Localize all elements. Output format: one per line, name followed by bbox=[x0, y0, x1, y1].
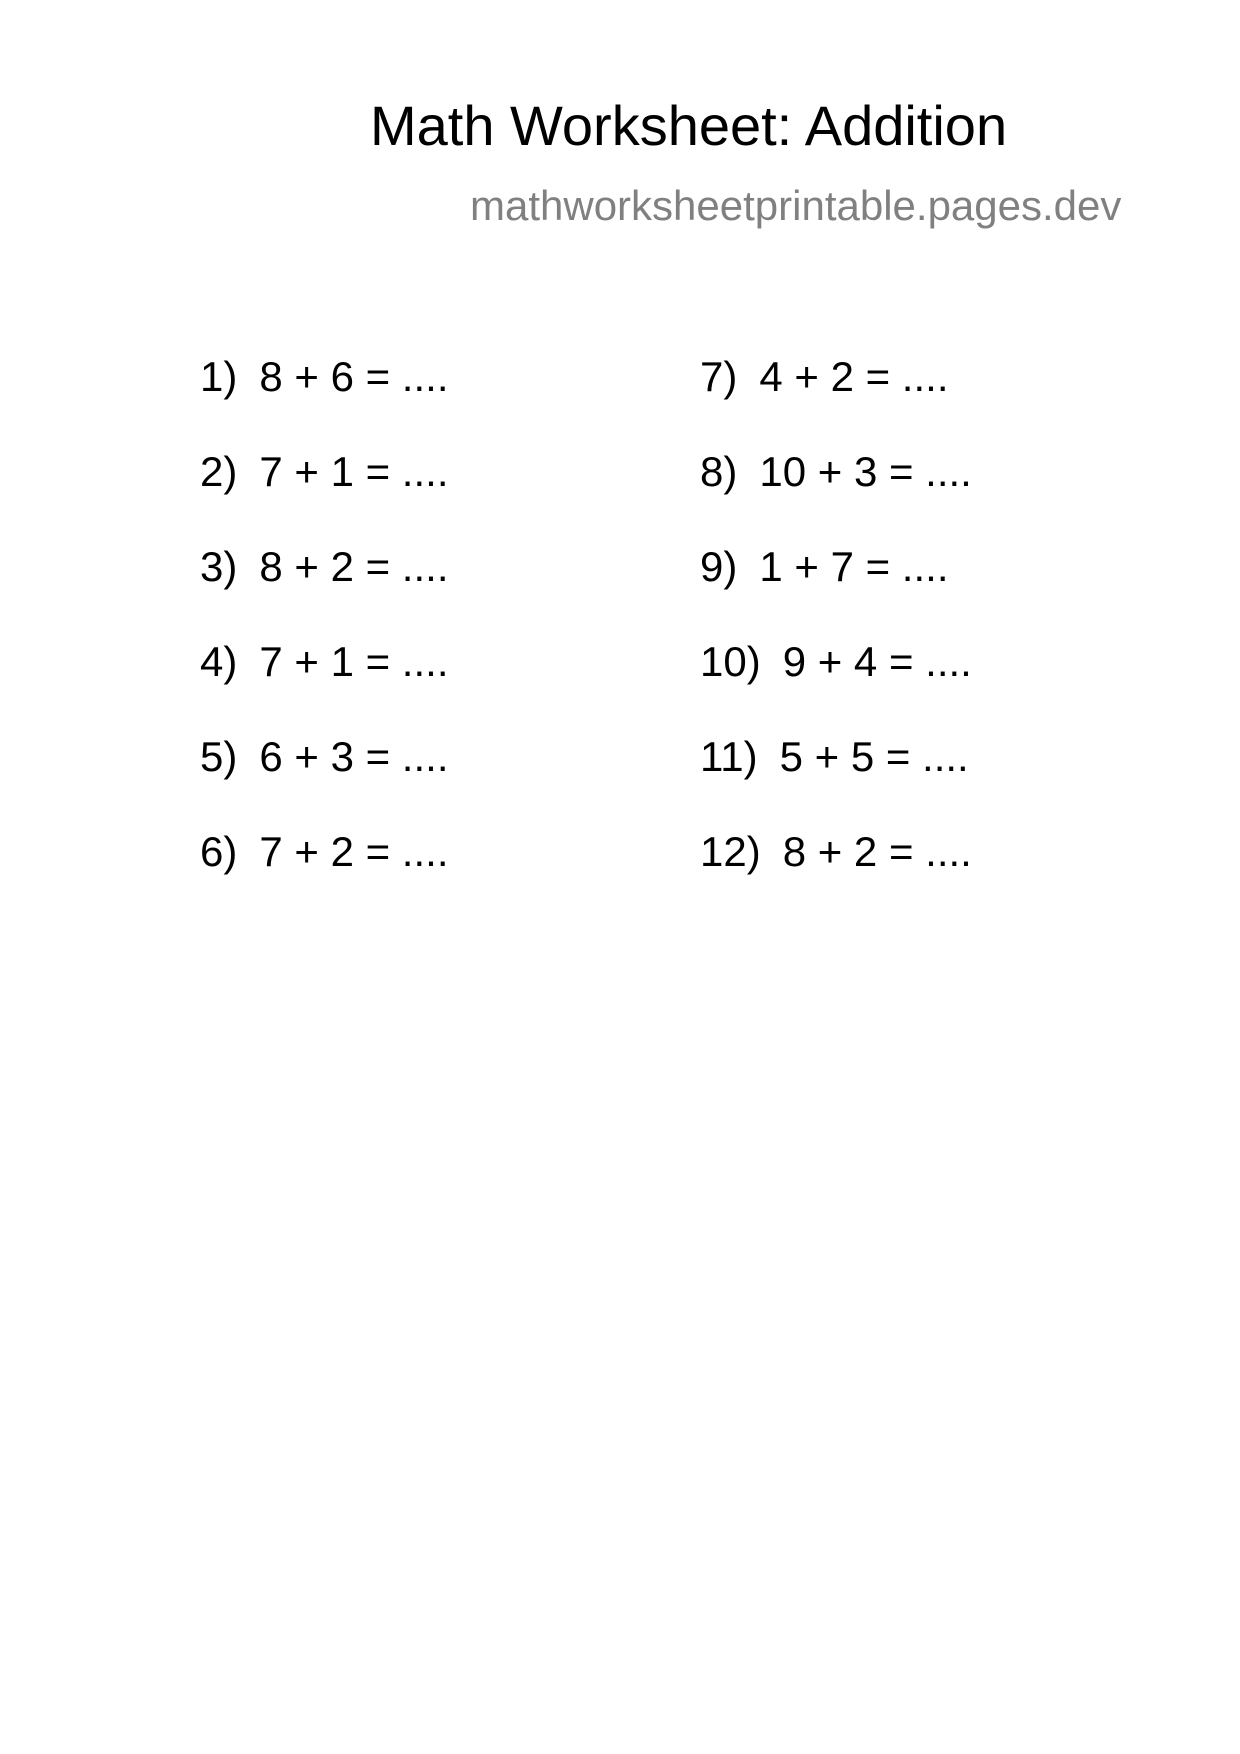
problem-number: 3) bbox=[200, 543, 238, 590]
problem-2 bbox=[200, 448, 449, 495]
problem-number: 10) bbox=[700, 638, 761, 685]
problem-expression: 8 + 2 = .... bbox=[259, 543, 449, 590]
problem-expression: 7 + 2 = .... bbox=[259, 828, 449, 875]
problem-5 bbox=[200, 733, 449, 780]
problem-number: 11) bbox=[700, 733, 758, 780]
problem-12 bbox=[700, 828, 972, 875]
problem-number: 7) bbox=[700, 353, 738, 400]
problem-expression: 7 + 1 = .... bbox=[259, 638, 449, 685]
problem-number: 2) bbox=[200, 448, 238, 495]
problem-11 bbox=[700, 733, 969, 780]
problem-number: 4) bbox=[200, 638, 238, 685]
problem-1 bbox=[200, 353, 449, 400]
problem-number: 5) bbox=[200, 733, 238, 780]
problem-expression: 9 + 4 = .... bbox=[782, 638, 972, 685]
problem-number: 9) bbox=[700, 543, 738, 590]
problem-expression: 1 + 7 = .... bbox=[759, 543, 949, 590]
problem-number: 6) bbox=[200, 828, 238, 875]
problem-number: 8) bbox=[700, 448, 738, 495]
site-url: mathworksheetprintable.pages.dev bbox=[470, 182, 1122, 229]
problem-10 bbox=[700, 638, 972, 685]
problem-expression: 8 + 2 = .... bbox=[782, 828, 972, 875]
problem-6 bbox=[200, 828, 449, 875]
problem-expression: 4 + 2 = .... bbox=[759, 353, 949, 400]
problem-expression: 8 + 6 = .... bbox=[259, 353, 449, 400]
problem-7 bbox=[700, 353, 949, 400]
problem-number: 1) bbox=[200, 353, 238, 400]
problem-expression: 7 + 1 = .... bbox=[259, 448, 449, 495]
problem-expression: 6 + 3 = .... bbox=[259, 733, 449, 780]
problem-expression: 10 + 3 = .... bbox=[759, 448, 972, 495]
problem-8 bbox=[700, 448, 972, 495]
problem-4 bbox=[200, 638, 449, 685]
problem-9 bbox=[700, 543, 949, 590]
page-title: Math Worksheet: Addition bbox=[370, 94, 1008, 157]
problem-3 bbox=[200, 543, 449, 590]
problem-expression: 5 + 5 = .... bbox=[779, 733, 969, 780]
problem-number: 12) bbox=[700, 828, 761, 875]
